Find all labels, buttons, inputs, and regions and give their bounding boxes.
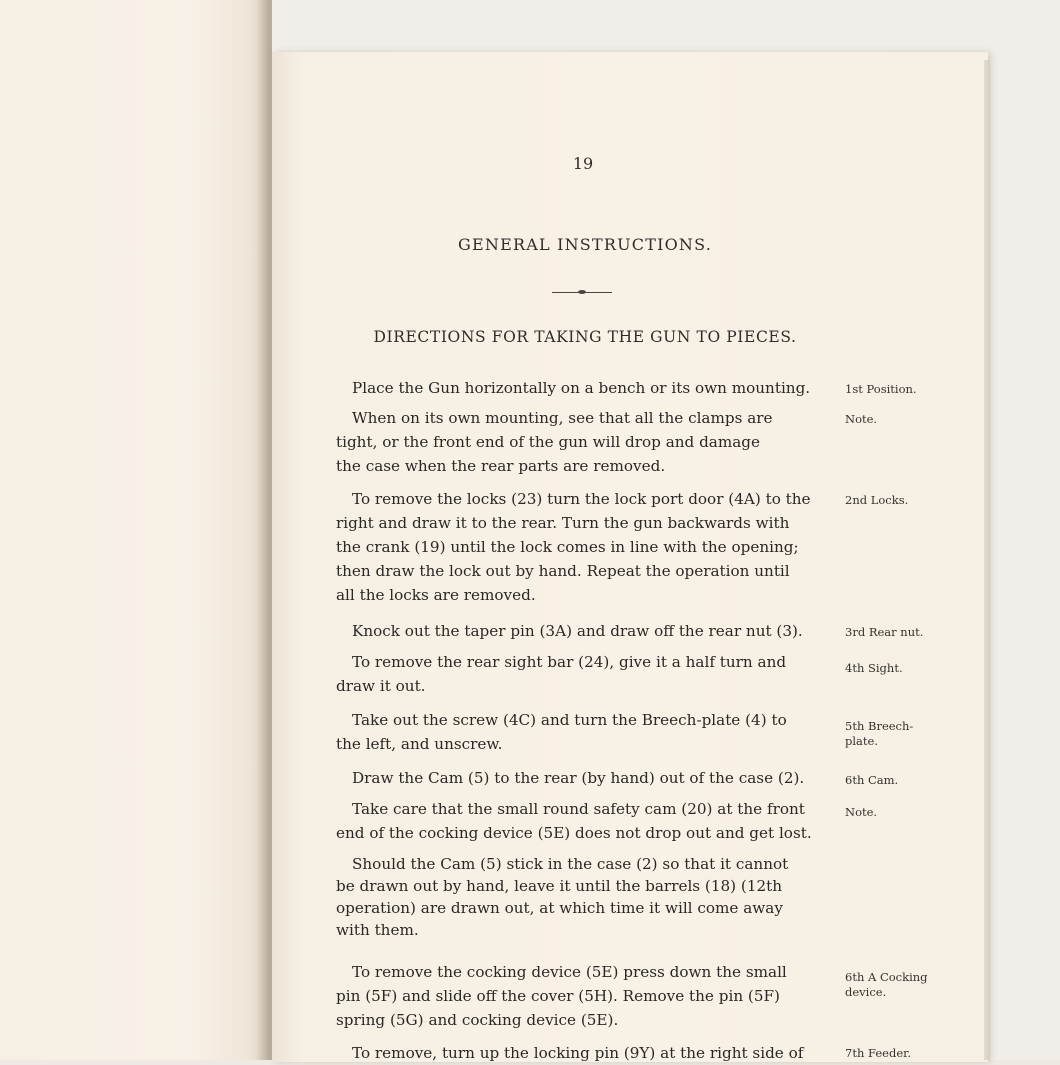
- margin-note-line: 6th A Cocking: [845, 970, 928, 984]
- paragraph: [336, 650, 828, 698]
- paragraph: [336, 766, 828, 790]
- text-line: with them.: [336, 921, 419, 939]
- text-line: pin (5F) and slide off the cover (5H). Remove the pin (5F): [336, 987, 780, 1005]
- margin-note: [845, 719, 955, 749]
- margin-note: Note.: [845, 805, 878, 819]
- page-edge: [984, 60, 990, 1060]
- text-line: the crank (19) until the lock comes in line with the opening;: [336, 538, 799, 556]
- margin-note: 4th Sight.: [845, 661, 903, 675]
- margin-note: 7th Feeder.: [845, 1046, 912, 1060]
- margin-note-line: device.: [845, 985, 887, 999]
- text-line: spring (5G) and cocking device (5E).: [336, 1011, 619, 1029]
- text-line: To remove the cocking device (5E) press down the small: [352, 963, 787, 981]
- paragraph: [336, 960, 828, 1032]
- text-line: Place the Gun horizontally on a bench or its own mounting.: [352, 379, 811, 397]
- margin-note: [845, 970, 955, 1000]
- text-line: When on its own mounting, see that all the clamps are: [352, 409, 773, 427]
- text-line: tight, or the front end of the gun will drop and damage: [336, 433, 761, 451]
- margin-note: 1st Position.: [845, 382, 917, 396]
- text-line: Knock out the taper pin (3A) and draw off the rear nut (3).: [352, 622, 803, 640]
- text-line: Take out the screw (4C) and turn the Breech-plate (4) to: [352, 711, 787, 729]
- paragraph: [336, 853, 828, 941]
- text-line: then draw the lock out by hand. Repeat the operation until: [336, 562, 790, 580]
- ornamental-rule: [552, 292, 612, 293]
- text-line: operation) are drawn out, at which time it will come away: [336, 899, 783, 917]
- text-line: To remove the rear sight bar (24), give it a half turn and: [352, 653, 787, 671]
- paragraph: [336, 1041, 828, 1065]
- page-title: GENERAL INSTRUCTIONS.: [458, 235, 712, 254]
- page-number: 19: [572, 154, 594, 173]
- margin-note: 2nd Locks.: [845, 493, 909, 507]
- paragraph: [336, 406, 828, 478]
- paragraph: [336, 708, 828, 756]
- text-line: To remove, turn up the locking pin (9Y) at the right side of: [352, 1044, 804, 1062]
- text-line: right and draw it to the rear. Turn the gun backwards with: [336, 514, 790, 532]
- text-line: Should the Cam (5) stick in the case (2) so that it cannot: [352, 855, 789, 873]
- text-line: the left, and unscrew.: [336, 735, 503, 753]
- margin-note: Note.: [845, 412, 878, 426]
- text-line: the case when the rear parts are removed.: [336, 457, 666, 475]
- margin-note-line: plate.: [845, 734, 878, 748]
- paragraph: [336, 619, 828, 643]
- paragraph: [336, 487, 828, 607]
- left-page: [0, 0, 270, 1060]
- paragraph: [336, 376, 828, 400]
- paragraph: [336, 797, 828, 845]
- text-line: To remove the locks (23) turn the lock port door (4A) to the: [352, 490, 811, 508]
- section-heading: DIRECTIONS FOR TAKING THE GUN TO PIECES.: [373, 328, 797, 346]
- text-line: Draw the Cam (5) to the rear (by hand) out of the case (2).: [352, 769, 805, 787]
- text-line: all the locks are removed.: [336, 586, 536, 604]
- margin-note: 3rd Rear nut.: [845, 625, 924, 639]
- margin-note-line: 5th Breech-: [845, 719, 914, 733]
- text-line: draw it out.: [336, 677, 426, 695]
- text-line: end of the cocking device (5E) does not drop out and get lost.: [336, 824, 812, 842]
- text-line: be drawn out by hand, leave it until the barrels (18) (12th: [336, 877, 783, 895]
- margin-note: 6th Cam.: [845, 773, 899, 787]
- text-line: Take care that the small round safety cam (20) at the front: [352, 800, 805, 818]
